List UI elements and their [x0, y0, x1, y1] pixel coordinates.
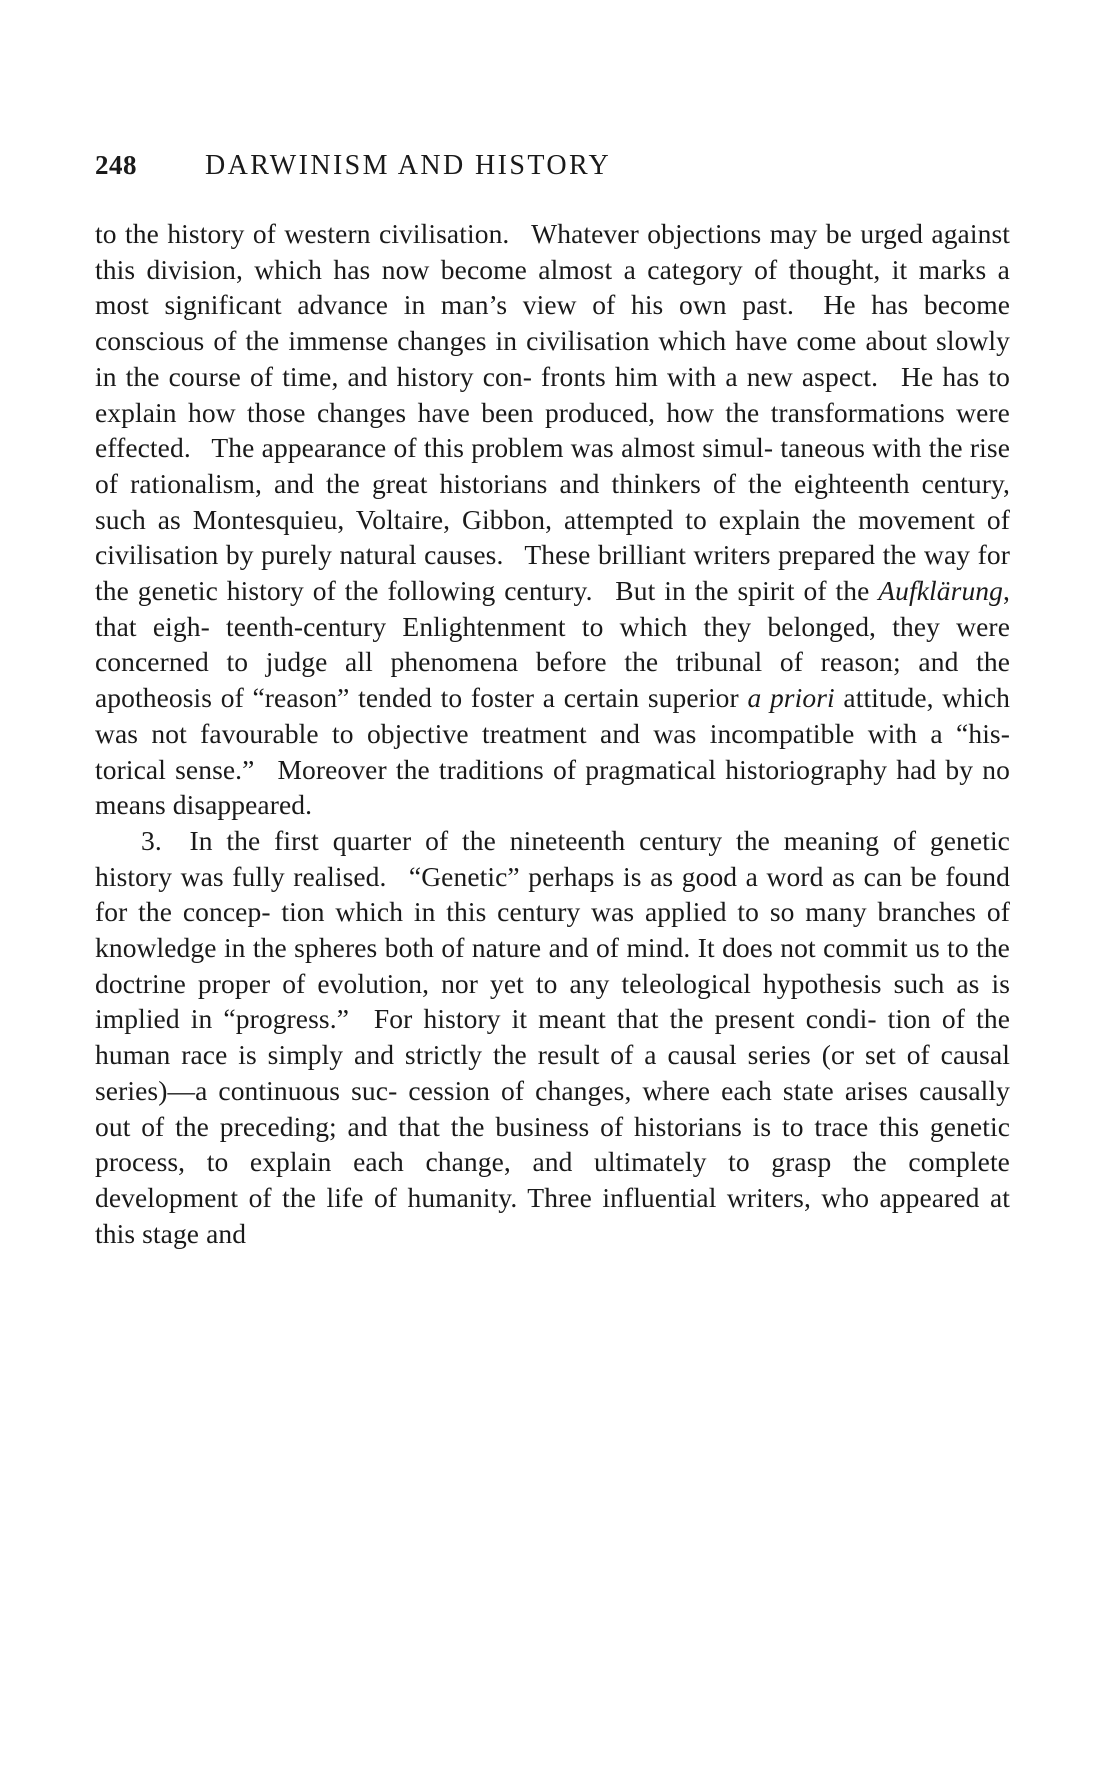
page-number: 248	[95, 150, 137, 180]
paragraph-1-text-part-1: to the history of western civilisation. Whatever objections may be urged against this division, which has now become almost a category of thought, it marks a most significant advance in man’s view of his own past. He has become conscious of the immense changes in civilisation which have come about slowly in the course of time, and history con‐ fronts him with a new aspect. He has to explain how those changes have been produced, how the transformations were effected. The appearance of this problem was almost simul- taneous with the rise of rationalism, and the great historians and thinkers of the eighteenth century, such as Montesquieu, Voltaire, Gibbon, attempted to explain the movement of civilisation by purely natural causes. These brilliant writers prepared the way for the genetic history of the following century. But in the spirit of the	[95, 218, 1010, 607]
paragraph-1-italic-a-priori: a priori	[747, 682, 835, 714]
page-header	[95, 150, 1010, 182]
paragraph-2: 3. In the first quarter of the nineteenth century the meaning of genetic history was fully realised. “Genetic” perhaps is as good a word as can be found for the concep- tion which in this century was applied to so many branches of knowledge in the spheres both of nature and of mind. It does not commit us to the doctrine proper of evolution, nor yet to any teleological hypothesis such as is implied in “progress.” For history it meant that the present condi- tion of the human race is simply and strictly the result of a causal series (or set of causal series)—a continuous suc- cession of changes, where each state arises causally out of the preceding; and that the business of historians is to trace this genetic process, to explain each change, and ultimately to grasp the complete development of the life of humanity. Three influential writers, who appeared at this stage and	[95, 824, 1010, 1249]
paragraph-1-text-part-3: attitude, which was not favourable to objective treatment and was incompatible with a “his- torical sense.” Moreover the traditions of pragmatical historiography had by no means disappeared.	[95, 682, 1010, 821]
page-body	[95, 216, 1010, 1251]
paragraph-1-text-part-2: , that eigh- teenth-century Enlightenment to which they belonged, they were concerned to judge all phenomena before the tribunal of reason; and the apotheosis of “reason” tended to foster a certain superior	[95, 575, 1010, 714]
paragraph-1	[95, 216, 1010, 823]
paragraph-1-italic-aufklarung: Aufklärung	[878, 575, 1004, 607]
running-head: DARWINISM AND HISTORY	[205, 150, 612, 181]
